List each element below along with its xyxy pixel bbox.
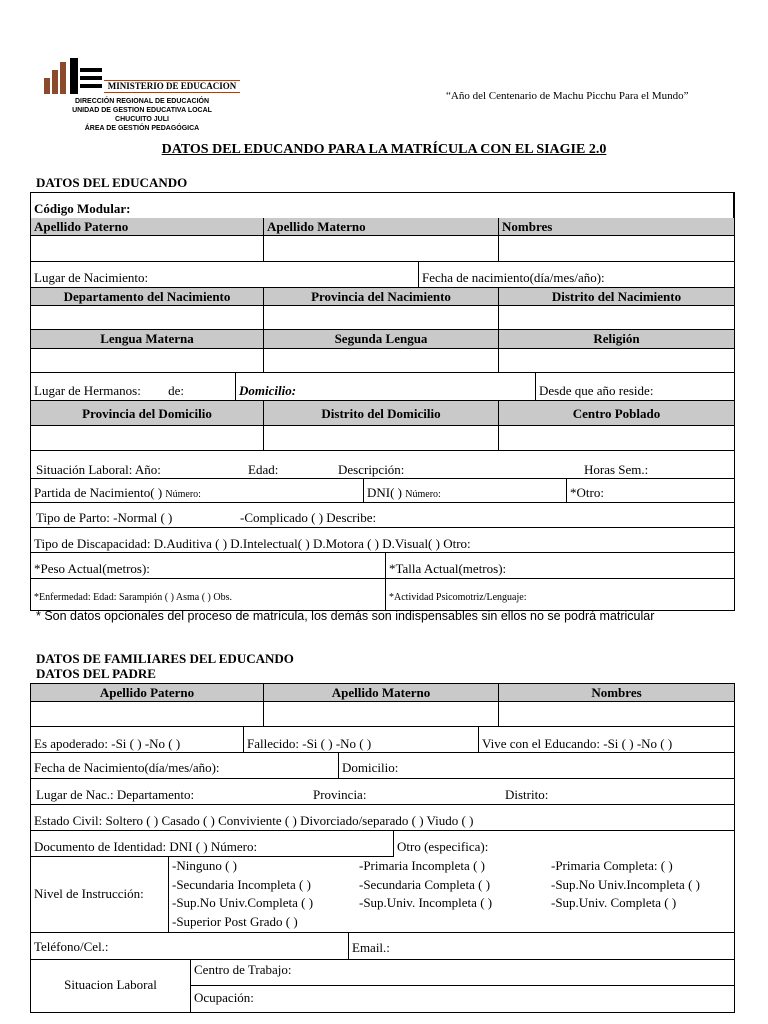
inst-line: ÁREA DE GESTIÓN PEDAGÓGICA — [84, 125, 200, 132]
provincia-label: Provincia: — [313, 787, 367, 802]
numero-label: Número: — [405, 489, 441, 500]
centro-trabajo[interactable]: Centro de Trabajo: — [191, 960, 734, 986]
partida-label: Partida de Nacimiento( ) — [34, 485, 163, 500]
situacion-laboral-label: Situacion Laboral — [31, 960, 191, 1012]
lugar-nacimiento[interactable]: Lugar de Nacimiento: — [31, 262, 419, 288]
fallecido[interactable]: Fallecido: -Si ( ) -No ( ) — [244, 727, 479, 753]
nivel-option[interactable]: -Ninguno ( ) — [172, 858, 237, 873]
nivel-col-3 — [551, 857, 700, 913]
nivel-option[interactable]: -Primaria Completa: ( ) — [551, 858, 673, 873]
col-padre-ap-materno: Apellido Materno — [264, 684, 499, 702]
col-ap-paterno: Apellido Paterno — [31, 218, 264, 236]
vive-con-educando[interactable]: Vive con el Educando: -Si ( ) -No ( ) — [479, 727, 734, 753]
input-departamento-nac[interactable] — [31, 306, 264, 330]
descripcion-label: Descripción: — [338, 462, 405, 477]
col-padre-ap-paterno: Apellido Paterno — [31, 684, 264, 702]
lugar-hermanos[interactable] — [31, 373, 236, 401]
nivel-option[interactable]: -Sup.Univ. Completa ( ) — [551, 895, 677, 910]
codigo-modular[interactable]: Código Modular: — [31, 193, 734, 218]
col-distrito-dom: Distrito del Domicilio — [264, 401, 499, 426]
actividad-psicomotriz[interactable]: *Actividad Psicomotriz/Lenguaje: — [389, 592, 527, 603]
nivel-instruccion-options[interactable] — [169, 857, 734, 933]
padre-lugar-nac-row[interactable] — [31, 779, 734, 805]
nivel-option[interactable]: -Sup.No Univ.Incompleta ( ) — [551, 876, 700, 892]
input-ap-materno[interactable] — [264, 236, 499, 262]
situacion-laboral-row[interactable] — [31, 451, 734, 479]
es-apoderado[interactable]: Es apoderado: -Si ( ) -No ( ) — [31, 727, 244, 753]
col-provincia-nac: Provincia del Nacimiento — [264, 288, 499, 306]
horas-label: Horas Sem.: — [584, 462, 649, 477]
input-padre-nombres[interactable] — [499, 702, 734, 727]
otro-doc[interactable]: *Otro: — [567, 479, 734, 503]
input-nombres[interactable] — [499, 236, 734, 262]
de-label: de: — [168, 383, 184, 398]
domicilio[interactable]: Domicilio: — [236, 373, 536, 401]
col-centro-poblado: Centro Poblado — [499, 401, 734, 426]
input-ap-paterno[interactable] — [31, 236, 264, 262]
nivel-instruccion-label: Nivel de Instrucción: — [31, 857, 169, 933]
fecha-nacimiento[interactable]: Fecha de nacimiento(día/mes/año): — [419, 262, 734, 288]
padre-fecha-nac[interactable]: Fecha de Nacimiento(día/mes/año): — [31, 753, 339, 779]
nivel-col-2 — [359, 857, 492, 913]
input-provincia-dom[interactable] — [31, 426, 264, 451]
input-padre-ap-materno[interactable] — [264, 702, 499, 727]
input-centro-poblado[interactable] — [499, 426, 734, 451]
padre-telefono[interactable]: Teléfono/Cel.: — [31, 933, 349, 960]
complicado-label: -Complicado ( ) Describe: — [240, 510, 377, 525]
nivel-option[interactable]: -Superior Post Grado ( ) — [172, 913, 298, 929]
lugar-hermanos-label: Lugar de Hermanos: — [34, 383, 141, 398]
inst-line: UNIDAD DE GESTION EDUCATIVA LOCAL — [72, 107, 212, 114]
col-lengua-materna: Lengua Materna — [31, 330, 264, 349]
ocupacion[interactable]: Ocupación: — [194, 990, 254, 1005]
enfermedad[interactable]: *Enfermedad: Edad: Sarampión ( ) Asma ( ) Obs. — [31, 579, 386, 610]
col-segunda-lengua: Segunda Lengua — [264, 330, 499, 349]
section-heading: DATOS DE FAMILIARES DEL EDUCANDO — [36, 651, 294, 666]
nivel-col-1 — [172, 857, 313, 931]
inst-line: DIRECCIÓN REGIONAL DE EDUCACIÓN — [74, 98, 210, 105]
optional-note: * Son datos opcionales del proceso de matrícula, los demás son indispensables sin ellos no se podrá matricular — [36, 609, 655, 623]
col-departamento-nac: Departamento del Nacimiento — [31, 288, 264, 306]
sit-lab-label: Situación Laboral: Año: — [36, 462, 161, 477]
dni-label: DNI( ) — [367, 485, 403, 500]
section-subheading: DATOS DEL PADRE — [36, 666, 156, 681]
nivel-option[interactable]: -Secundaria Incompleta ( ) — [172, 876, 311, 892]
year-motto: “Año del Centenario de Machu Picchu Para el Mundo” — [446, 90, 689, 102]
peso-actual[interactable]: *Peso Actual(metros): — [31, 553, 386, 579]
edad-label: Edad: — [248, 462, 279, 477]
input-padre-ap-paterno[interactable] — [31, 702, 264, 727]
input-distrito-dom[interactable] — [264, 426, 499, 451]
desde-anio-reside[interactable]: Desde que año reside: — [536, 373, 734, 401]
padre-domicilio[interactable]: Domicilio: — [339, 753, 734, 779]
ministry-name: MINISTERIO DE EDUCACION — [104, 80, 240, 93]
father-data-table — [30, 683, 735, 1013]
partida-nacimiento[interactable] — [31, 479, 364, 503]
inst-line: CHUCUITO JULI — [115, 116, 169, 123]
parto-label: Tipo de Parto: -Normal ( ) — [36, 510, 173, 525]
input-provincia-nac[interactable] — [264, 306, 499, 330]
col-provincia-dom: Provincia del Domicilio — [31, 401, 264, 426]
page-title: DATOS DEL EDUCANDO PARA LA MATRÍCULA CON EL SIAGIE 2.0 — [161, 142, 607, 157]
input-segunda-lengua[interactable] — [264, 349, 499, 373]
padre-estado-civil[interactable]: Estado Civil: Soltero ( ) Casado ( ) Conviviente ( ) Divorciado/separado ( ) Viudo ( ) — [31, 805, 734, 831]
nivel-option[interactable]: -Secundaria Completa ( ) — [359, 876, 491, 892]
section-heading: DATOS DEL EDUCANDO — [36, 175, 188, 190]
talla-actual[interactable]: *Talla Actual(metros): — [386, 553, 734, 579]
padre-email[interactable]: Email.: — [349, 933, 734, 960]
student-data-table — [30, 192, 735, 611]
numero-label: Número: — [165, 489, 201, 500]
input-religion[interactable] — [499, 349, 734, 373]
institution-block — [52, 97, 232, 133]
nivel-option[interactable]: -Sup.No Univ.Completa ( ) — [172, 895, 314, 910]
departamento-label: Lugar de Nac.: Departamento: — [36, 787, 195, 802]
ministry-logo — [42, 56, 104, 96]
col-distrito-nac: Distrito del Nacimiento — [499, 288, 734, 306]
col-nombres: Nombres — [499, 218, 734, 236]
distrito-label: Distrito: — [505, 787, 549, 802]
col-religion: Religión — [499, 330, 734, 349]
col-padre-nombres: Nombres — [499, 684, 734, 702]
padre-doc-identidad[interactable]: Documento de Identidad: DNI ( ) Número: — [31, 831, 394, 857]
input-distrito-nac[interactable] — [499, 306, 734, 330]
nivel-option[interactable]: -Sup.Univ. Incompleta ( ) — [359, 895, 493, 910]
discapacidad-row[interactable]: Tipo de Discapacidad: D.Auditiva ( ) D.Intelectual( ) D.Motora ( ) D.Visual( ) Otro: — [31, 528, 734, 553]
tipo-parto-row[interactable] — [31, 503, 734, 528]
nivel-option[interactable]: -Primaria Incompleta ( ) — [359, 858, 485, 873]
dni-field[interactable] — [364, 479, 567, 503]
padre-otro-doc[interactable]: Otro (especifica): — [397, 839, 489, 854]
col-ap-materno: Apellido Materno — [264, 218, 499, 236]
input-lengua-materna[interactable] — [31, 349, 264, 373]
